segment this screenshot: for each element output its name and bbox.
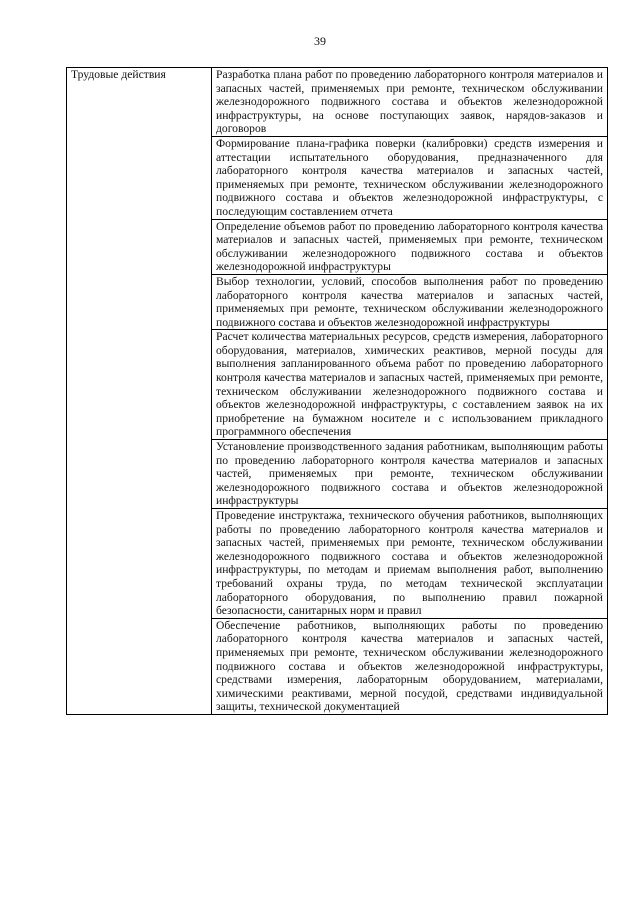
labor-action-item: Установление производственного задания работникам, выполняющим работы по проведению лабораторного контроля качества материалов и запасных частей, применяемых при ремонте, техническом обслуживании железнодорожного подвижного состава и объектов железнодорожной инфраструктуры bbox=[212, 440, 608, 509]
row-label-cell: Трудовые действия bbox=[67, 68, 212, 715]
labor-action-item: Формирование плана-графика поверки (калибровки) средств измерения и аттестации испытательного оборудования, предназначенного для лабораторного контроля качества материалов и запасных частей, применяемых при ремонте, техническом обслуживании железнодорожного подвижного состава и объектов железнодорожной инфраструктуры, с последующим составлением отчета bbox=[212, 136, 608, 219]
labor-action-item: Выбор технологии, условий, способов выполнения работ по проведению лабораторного контроля качества материалов и запасных частей, применяемых при ремонте, техническом обслуживании железнодорожного подвижного состава и объектов железнодорожной инфраструктуры bbox=[212, 274, 608, 329]
page-number: 39 bbox=[314, 34, 326, 48]
labor-action-item: Расчет количества материальных ресурсов, средств измерения, лабораторного оборудования, материалов, химических реактивов, мерной посуды для выполнения запланированного объема работ по проведению лабораторного контроля качества материалов и запасных частей, применяемых при ремонте, техническом обслуживании железнодорожного подвижного состава и объектов железнодорожной инфраструктуры, с составлением заявок на их приобретение на бумажном носителе и с использованием прикладного программного обеспечения bbox=[212, 330, 608, 440]
table-row bbox=[67, 68, 608, 137]
labor-actions-table bbox=[66, 67, 608, 715]
labor-action-item: Определение объемов работ по проведению лабораторного контроля качества материалов и запасных частей, применяемых при ремонте, техническом обслуживании железнодорожного подвижного состава и объектов железнодорожной инфраструктуры bbox=[212, 219, 608, 274]
labor-action-item: Разработка плана работ по проведению лабораторного контроля материалов и запасных частей, применяемых при ремонте, техническом обслуживании железнодорожного подвижного состава и объектов железнодорожной инфраструктуры, на основе поступающих заявок, нарядов-заказов и договоров bbox=[212, 68, 608, 137]
labor-action-item: Обеспечение работников, выполняющих работы по проведению лабораторного контроля качества материалов и запасных частей, применяемых при ремонте, техническом обслуживании железнодорожного подвижного состава и объектов железнодорожной инфраструктуры, средствами измерения, лабораторным оборудованием, материалами, химическими реактивами, мерной посудой, средствами индивидуальной защиты, технической документацией bbox=[212, 618, 608, 714]
labor-action-item: Проведение инструктажа, технического обучения работников, выполняющих работы по проведению лабораторного контроля качества материалов и запасных частей, применяемых при ремонте, техническом обслуживании железнодорожного подвижного состава и объектов железнодорожной инфраструктуры, по методам и приемам выполнения работ, выполнению требований охраны труда, по методам технической эксплуатации лабораторного оборудования, по выполнению правил пожарной безопасности, санитарных норм и правил bbox=[212, 509, 608, 619]
